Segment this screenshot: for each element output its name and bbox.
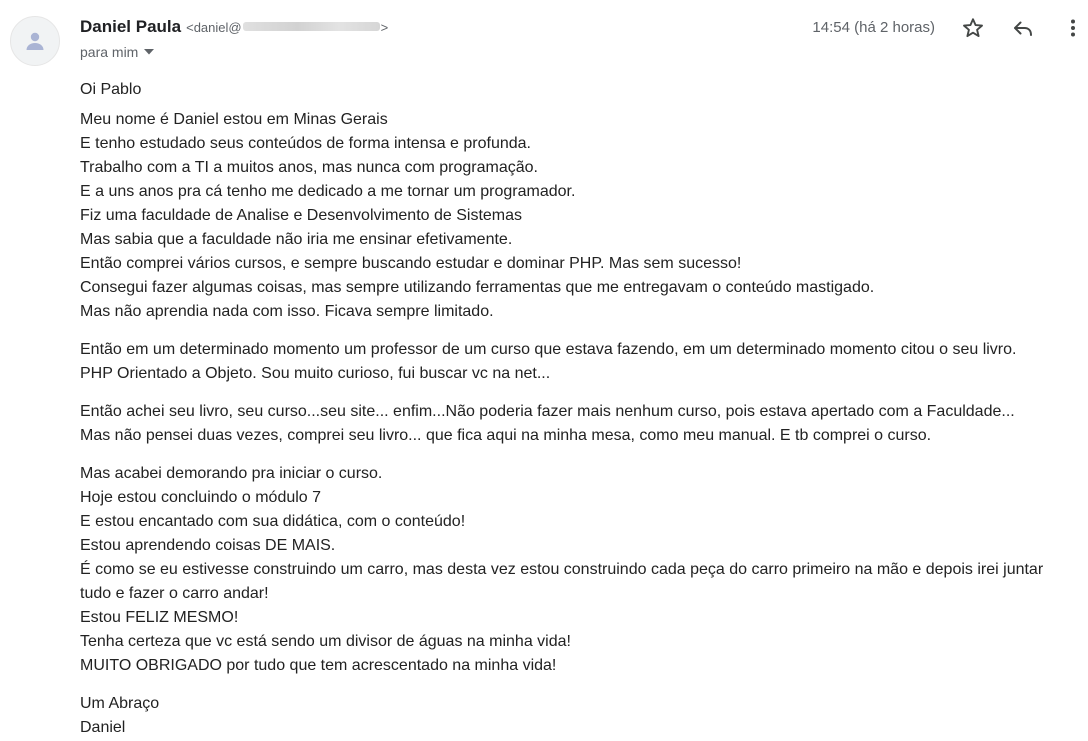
paragraph [80,462,1070,678]
body-line: Mas não aprendia nada com isso. Ficava sempre limitado. [80,303,494,320]
sender-email-prefix: <daniel@ [186,20,242,35]
body-line: Então comprei vários cursos, e sempre buscando estudar e dominar PHP. Mas sem sucesso! [80,255,742,272]
sender-line [80,17,388,39]
body-line: Meu nome é Daniel estou em Minas Gerais [80,111,388,128]
recipient-toggle[interactable] [80,44,154,60]
body-line: MUITO OBRIGADO por tudo que tem acrescentado na minha vida! [80,657,557,674]
signoff [80,692,1070,740]
body-line: PHP Orientado a Objeto. Sou muito curioso, fui buscar vc na net... [80,365,551,382]
sender-avatar[interactable] [10,16,60,66]
body-line: Hoje estou concluindo o módulo 7 [80,489,322,506]
message-timestamp: 14:54 (há 2 horas) [812,19,935,36]
redacted-email-block [243,22,380,31]
message-body [80,78,1070,740]
body-line: Fiz uma faculdade de Analise e Desenvolvimento de Sistemas [80,207,523,224]
body-line: Então em um determinado momento um professor de um curso que estava fazendo, em um determinado momento citou o seu livro. [80,341,1017,358]
reply-button[interactable] [1009,14,1037,42]
star-button[interactable] [959,14,987,42]
sender-email-suffix: > [380,20,389,35]
body-line: E a uns anos pra cá tenho me dedicado a me tornar um programador. [80,183,576,200]
body-line: Estou aprendendo coisas DE MAIS. [80,537,336,554]
body-line: Consegui fazer algumas coisas, mas sempre utilizando ferramentas que me entregavam o conteúdo mastigado. [80,279,875,296]
sender-email[interactable] [186,20,388,35]
body-line: Trabalho com a TI a muitos anos, mas nunca com programação. [80,159,538,176]
more-options-button[interactable] [1059,14,1087,42]
body-line: Então achei seu livro, seu curso...seu site... enfim...Não poderia fazer mais nenhum curso, pois estava apertado com a Faculdade... [80,403,1015,420]
body-line: Mas não pensei duas vezes, comprei seu livro... que fica aqui na minha mesa, como meu manual. E tb comprei o curso. [80,427,932,444]
body-line: E tenho estudado seus conteúdos de forma intensa e profunda. [80,135,531,152]
greeting: Oi Pablo [80,81,142,98]
reply-icon [1011,16,1035,40]
body-line: Tenha certeza que vc está sendo um divisor de águas na minha vida! [80,633,571,650]
paragraph [80,338,1070,386]
body-line: Estou FELIZ MESMO! [80,609,239,626]
person-icon [23,29,47,53]
signoff-line: Um Abraço [80,695,160,712]
body-line: E estou encantado com sua didática, com o conteúdo! [80,513,466,530]
body-line: É como se eu estivesse construindo um carro, mas desta vez estou construindo cada peça do carro primeiro na mão e depois irei juntar tudo e fazer o carro andar! [80,561,1044,602]
sender-name[interactable]: Daniel Paula [80,17,182,36]
body-line: Mas sabia que a faculdade não iria me ensinar efetivamente. [80,231,513,248]
recipient-label: para mim [80,44,139,60]
paragraph [80,400,1070,448]
signature-name: Daniel [80,719,126,736]
body-line: Mas acabei demorando pra iniciar o curso. [80,465,383,482]
star-icon [961,16,985,40]
paragraph [80,108,1070,324]
caret-down-icon [144,49,154,55]
more-vertical-icon [1061,16,1085,40]
